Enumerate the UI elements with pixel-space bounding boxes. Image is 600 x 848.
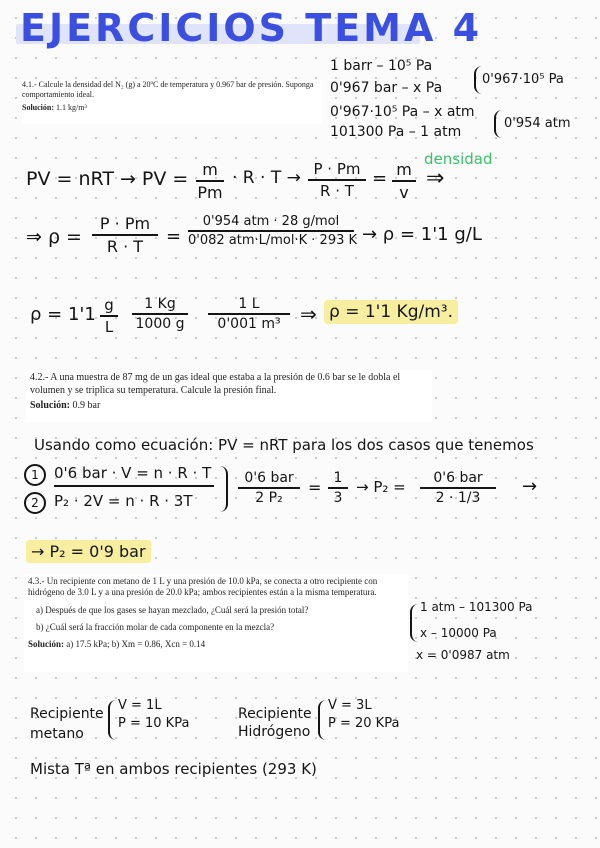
ex1-eq1-m2: m <box>396 160 412 179</box>
ex1-eq2-eq: = <box>166 226 182 247</box>
ex1-conv4: 101300 Pa – 1 atm <box>330 124 462 140</box>
ex1-statement-box <box>22 80 322 124</box>
ex2-solution-label: Solución: <box>30 400 71 411</box>
ex1-eq3-f3-den: 0'001 m³ <box>217 316 281 332</box>
ex1-eq1-frac2 <box>308 160 366 200</box>
ex2-arrow1: → P₂ = <box>356 478 406 496</box>
ex1-eq2-den1: R · T <box>106 237 144 256</box>
ex1-eq1-frac3 <box>392 160 416 202</box>
ex2-solution-value: 0.9 bar <box>72 400 101 411</box>
ex3-qa: a) Después de que los gases se hayan mezclado, ¿Cuál será la presión total? <box>36 604 309 615</box>
ex2-f3-den: 2 · 1/3 <box>435 490 481 506</box>
ex2-num1: 1 <box>24 464 46 486</box>
ex1-eq2-num2: 0'954 atm · 28 g/mol <box>202 214 340 229</box>
ex1-solution-label: Solución: <box>22 103 55 112</box>
ex1-eq1-frac <box>196 160 224 202</box>
ex3-rec2-label1: Recipiente <box>238 706 312 722</box>
ex1-eq1-arrow: ⇒ <box>426 166 445 191</box>
ex1-eq3-f2-den: 1000 g <box>135 316 185 332</box>
ex2-eq: = <box>308 478 322 497</box>
ex2-frac2 <box>328 470 348 506</box>
ex1-eq3-f3-num: 1 L <box>238 296 260 312</box>
ex3-qb: b) ¿Cuál será la fracción molar de cada componente en la mezcla? <box>36 621 275 632</box>
ex1-solution-value: 1.1 kg/m³ <box>56 103 87 112</box>
ex1-eq3-start: ρ = 1'1 <box>30 304 96 325</box>
ex1-eq3-result <box>324 302 458 322</box>
ex2-intro: Usando como ecuación: PV = nRT para los dos casos que tenemos <box>34 436 534 454</box>
ex3-rec1-label2: metano <box>30 726 84 742</box>
ex1-eq2-num1: P · Pm <box>99 214 151 233</box>
ex1-brace-2 <box>494 110 502 138</box>
ex1-brace-1 <box>474 66 482 94</box>
ex2-brace <box>220 466 228 512</box>
ex1-eq3-f2 <box>132 296 188 332</box>
ex2-divider <box>54 485 214 487</box>
ex2-f2-den: 3 <box>333 490 343 506</box>
ex2-arrow2: → <box>522 476 538 497</box>
ex2-statement: 4.2.- A una muestra de 87 mg de un gas ideal que estaba a la presión de 0.6 bar se le dobla el volumen y se triplica su temperatura. Calcule la presión final. <box>30 372 401 396</box>
ex2-frac3 <box>420 470 496 506</box>
ex1-eq1-v: v <box>399 183 409 202</box>
ex3-rec2-v: V = 3L <box>328 698 372 713</box>
ex2-f3-num: 0'6 bar <box>433 470 483 486</box>
ex3-rec1-v: V = 1L <box>118 698 162 713</box>
ex1-eq2-den2: 0'082 atm·L/mol·K · 293 K <box>188 233 358 248</box>
ex1-statement: 4.1.- Calcule la densidad del N₂ (g) a 20ºC de temperatura y 0.967 bar de presión. Suponga comportamiento ideal. <box>22 80 314 99</box>
ex1-eq3-f3 <box>208 296 290 332</box>
ex1-conv-result1: 0'967·10⁵ Pa <box>482 72 564 87</box>
ex3-rec2-brace <box>318 700 326 740</box>
ex1-conv3: 0'967·10⁵ Pa – x atm <box>330 104 475 120</box>
ex1-eq3-arrow: ⇒ <box>300 302 317 326</box>
ex2-f1-den: 2 P₂ <box>255 490 283 506</box>
ex2-statement-box <box>26 370 432 422</box>
ex1-eq2-result: → ρ = 1'1 g/L <box>362 224 482 245</box>
ex3-rec1-brace <box>108 700 116 740</box>
ex1-eq3-f1-den: L <box>104 318 114 336</box>
ex2-result <box>26 542 151 561</box>
ex3-conv2: x – 10000 Pa <box>420 626 497 640</box>
ex1-eq3-f2-num: 1 Kg <box>144 296 176 312</box>
ex1-eq2-frac2 <box>188 214 358 248</box>
ex1-eq3-f1-num: g <box>104 296 114 314</box>
ex3-solution-value: a) 17.5 kPa; b) Xm = 0.86, Xcn = 0.14 <box>66 639 206 649</box>
ex3-conv3: x = 0'0987 atm <box>416 648 510 662</box>
ex1-conv2: 0'967 bar – x Pa <box>330 80 443 96</box>
ex1-result-highlight: ρ = 1'1 Kg/m³. <box>324 300 458 324</box>
ex1-eq1-den: R · T <box>320 182 354 200</box>
ex3-rec1-label1: Recipiente <box>30 706 104 722</box>
ex3-statement: 4.3.- Un recipiente con metano de 1 L y una presión de 10.0 kPa, se conecta a otro recipiente con hidrógeno de 3.0 L y a una presión de 20.0 kPa; ambos recipientes están a la misma temperatura. <box>28 576 378 598</box>
ex1-conv-result2: 0'954 atm <box>504 116 571 131</box>
page-title: EJERCICIOS TEMA 4 <box>20 6 483 50</box>
ex2-row1: 0'6 bar · V = n · R · T <box>54 464 212 482</box>
ex1-eq1-m: m <box>202 160 218 179</box>
ex1-eq2-frac1 <box>92 214 158 256</box>
ex1-eq1-pm: Pm <box>197 183 223 202</box>
ex2-num2: 2 <box>24 492 46 514</box>
ex1-conv1: 1 barr – 10⁵ Pa <box>330 58 433 74</box>
ex1-eq1-rt: · R · T → <box>232 168 301 188</box>
ex1-eq1-eq: = <box>372 168 388 189</box>
ex1-eq3-f1 <box>100 296 118 336</box>
ex3-same-temp: Mista Tª en ambos recipientes (293 K) <box>30 760 317 778</box>
ex3-brace-conv <box>410 604 418 642</box>
ex3-statement-box <box>24 574 408 672</box>
ex2-result-highlight: → P₂ = 0'9 bar <box>26 540 151 563</box>
ex2-f2-num: 1 <box>333 470 343 486</box>
ex3-rec2-label2: Hidrógeno <box>238 724 311 740</box>
ex3-solution-label: Solución: <box>28 639 65 649</box>
ex2-row2: P₂ · 2V = n · R · 3T <box>54 492 193 510</box>
ex3-conv1: 1 atm – 101300 Pa <box>420 600 533 614</box>
ex3-rec2-p: P = 20 KPa <box>328 716 400 731</box>
ex2-f1-num: 0'6 bar <box>244 470 294 486</box>
ex1-eq1-num: P · Pm <box>313 160 361 178</box>
ex2-frac1 <box>238 470 300 506</box>
ex1-eq1: PV = nRT → PV = <box>26 168 189 190</box>
ex1-eq2-start: ⇒ ρ = <box>26 226 82 248</box>
ex1-density-note: densidad <box>424 150 493 168</box>
ex3-rec1-p: P = 10 KPa <box>118 716 190 731</box>
